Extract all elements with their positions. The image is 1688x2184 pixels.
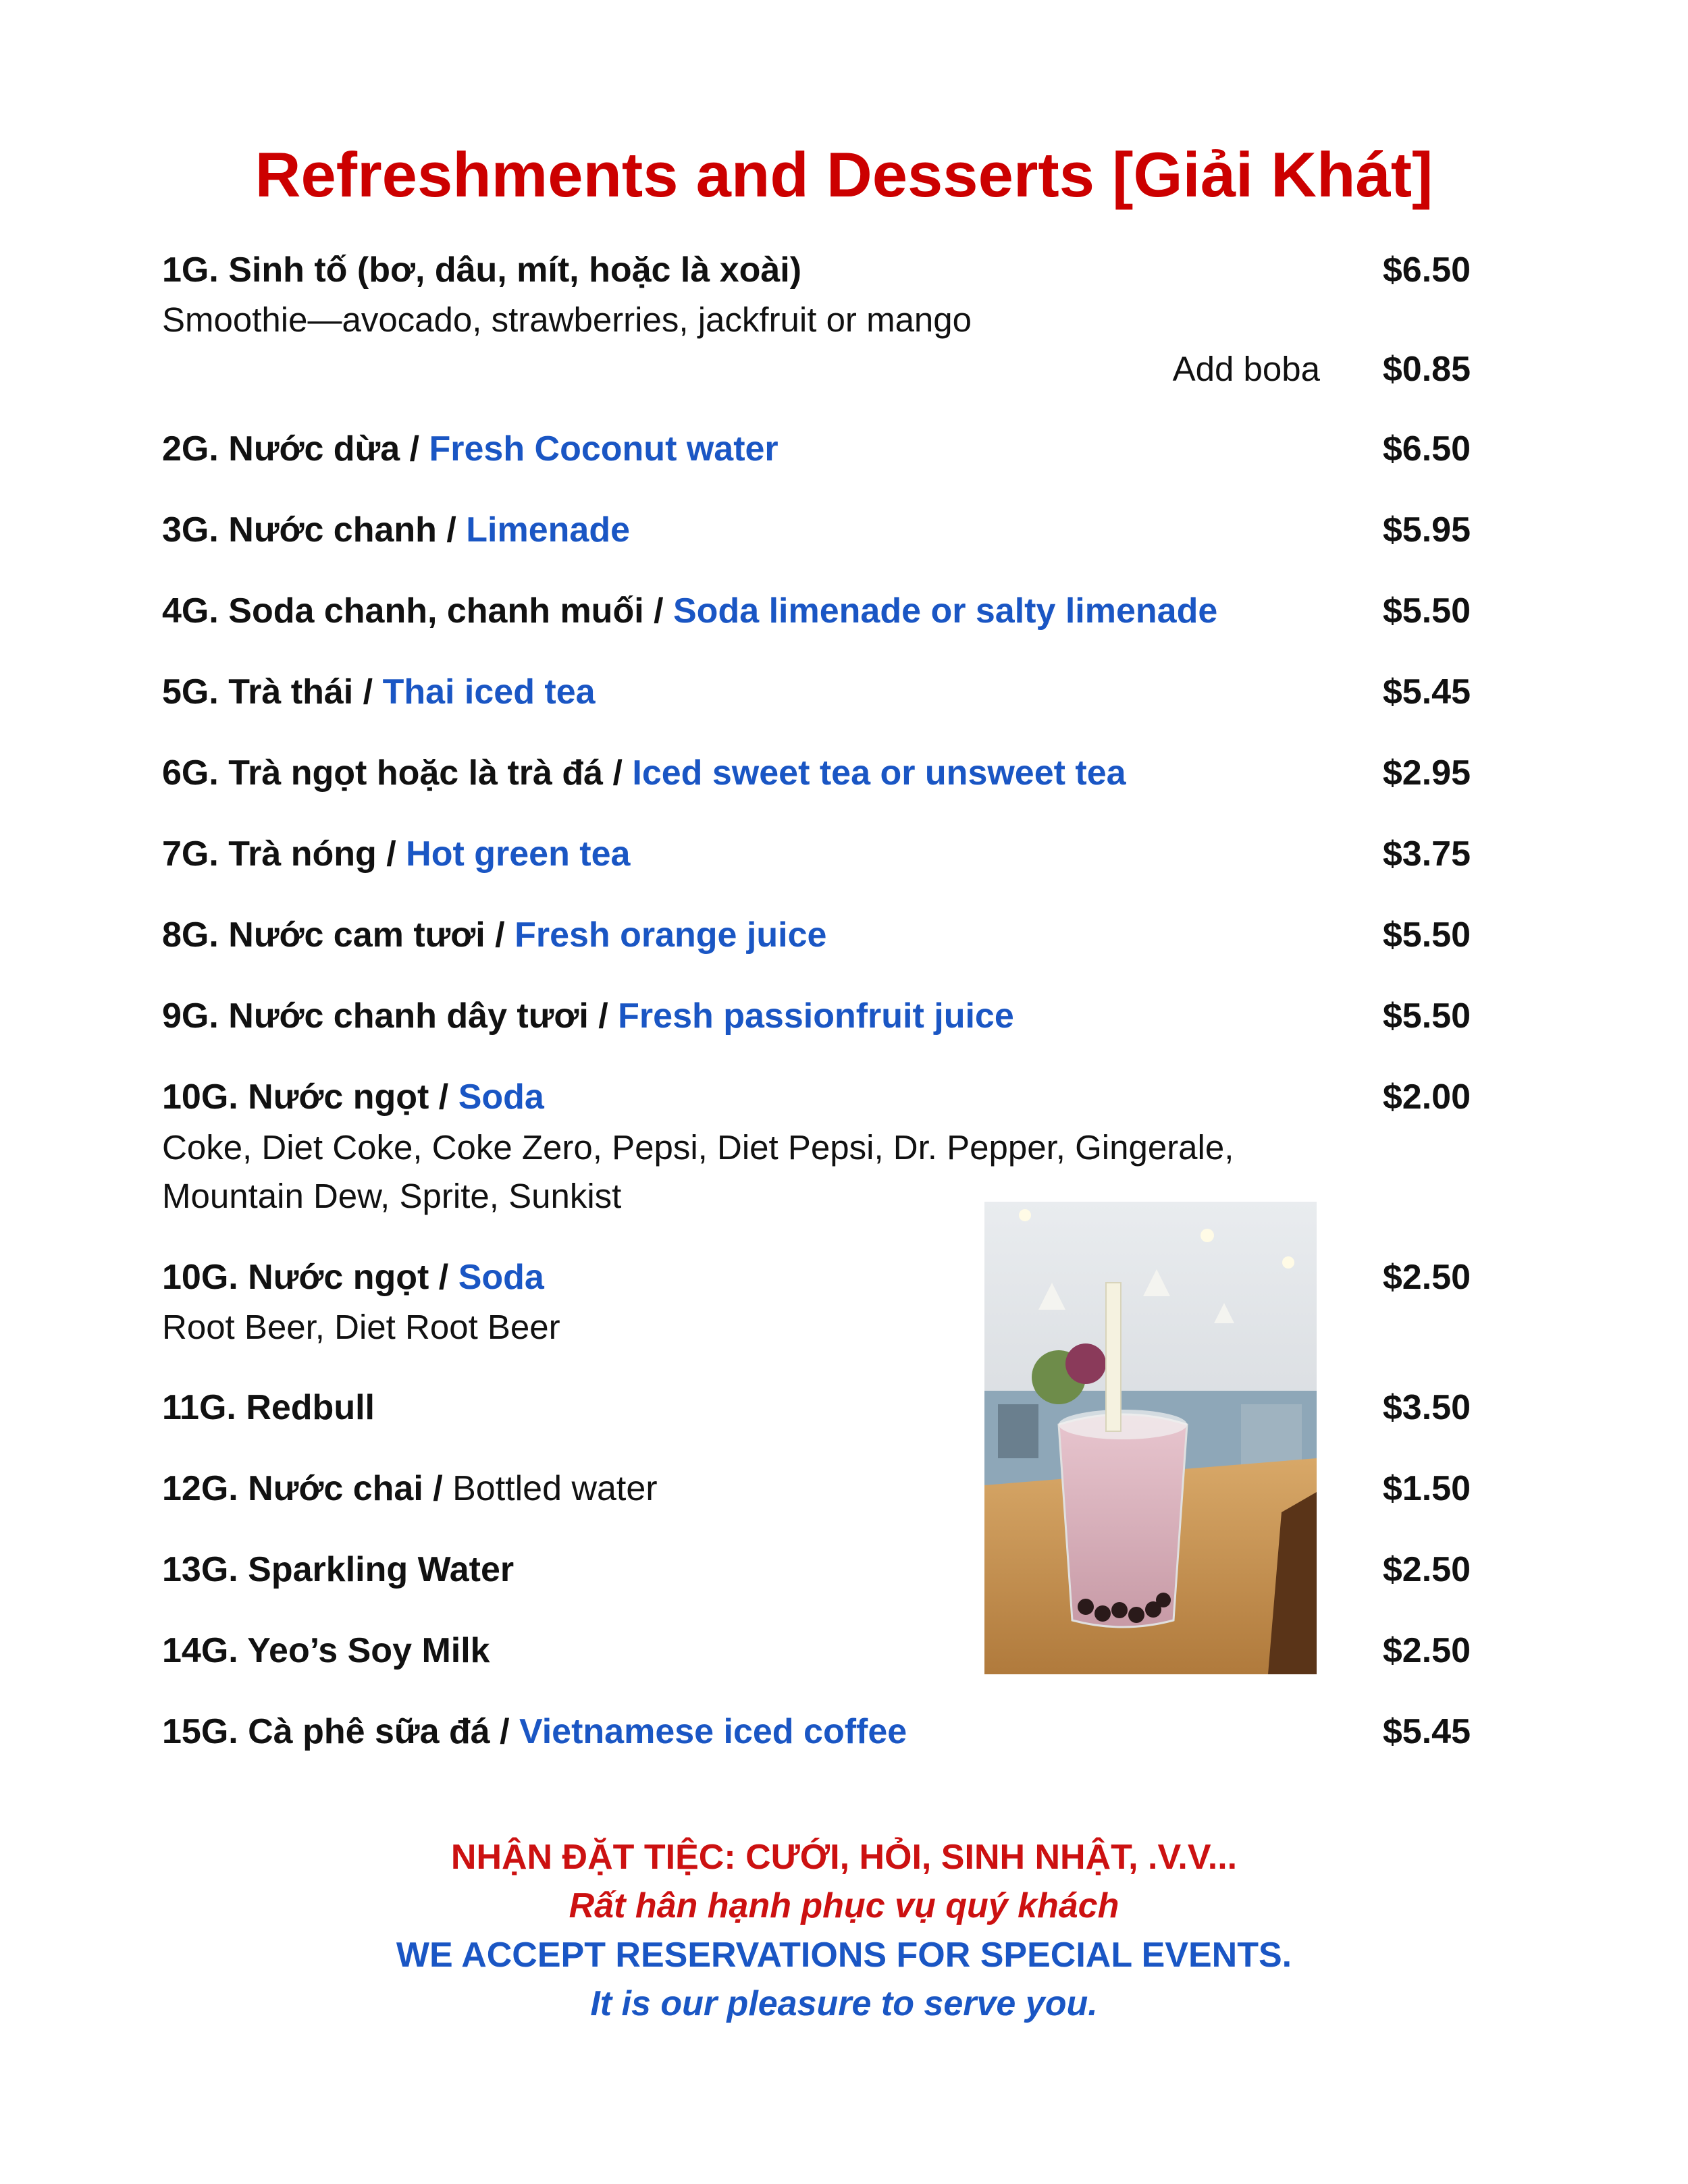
menu-item-4g [162,587,1472,635]
menu-item-5g [162,668,1472,716]
item-name-vi: 9G. Nước chanh dây tươi / [162,996,618,1036]
menu-item-9g [162,992,1472,1040]
footer-line-en-1: WE ACCEPT RESERVATIONS FOR SPECIAL EVENTS. [396,1936,1292,1975]
item-name-en: Soda limenade or salty limenade [673,591,1218,631]
item-name-vi: 7G. Trà nóng / [162,834,406,874]
item-name-en: Vietnamese iced coffee [519,1712,907,1751]
item-name-en: Bottled water [452,1469,658,1508]
item-price: $5.95 [1382,510,1471,550]
item-price: $2.50 [1382,1550,1471,1589]
item-name-vi: 12G. Nước chai / [162,1469,453,1508]
item-price: $2.50 [1382,1631,1471,1670]
item-name-vi: 15G. Cà phê sữa đá / [162,1712,519,1751]
item-price: $6.50 [1382,250,1471,290]
item-name-en: Soda [458,1258,544,1297]
item-name-vi: 14G. Yeo’s Soy Milk [162,1631,490,1670]
menu-item-15g [162,1708,1472,1755]
menu-item-7g [162,830,1472,878]
item-price: $5.45 [1382,672,1471,712]
item-name-en: Fresh Coconut water [429,429,779,469]
item-price: $3.75 [1382,834,1471,874]
menu-item-10g-soda [162,1073,1472,1121]
menu-item-2g [162,425,1472,473]
item-name-vi: 4G. Soda chanh, chanh muối / [162,591,673,631]
addon-label: Add boba [1172,350,1320,388]
footer-line-vi-2: Rất hân hạnh phục vụ quý khách [569,1886,1119,1925]
item-name-vi: 10G. Nước ngọt / [162,1077,458,1117]
item-price: $5.50 [1382,591,1471,631]
item-name-vi: 13G. Sparkling Water [162,1550,515,1589]
item-name-en: Hot green tea [406,834,631,874]
menu-title: Refreshments and Desserts [Giải Khát] [255,139,1433,210]
addon-price: $0.85 [1382,350,1471,389]
boba-drink-photo [984,1202,1317,1674]
menu-item-8g [162,911,1472,959]
item-description: Coke, Diet Coke, Coke Zero, Pepsi, Diet Pepsi, Dr. Pepper, Gingerale, [162,1128,1234,1167]
menu-item-1g [162,246,1472,294]
item-price: $3.50 [1382,1388,1471,1427]
item-name-en: Soda [458,1077,544,1117]
item-price: $6.50 [1382,429,1471,469]
item-description: Root Beer, Diet Root Beer [162,1308,560,1346]
footer-line-vi-1: NHẬN ĐẶT TIỆC: CƯỚI, HỎI, SINH NHẬT, .V.V... [450,1838,1238,1877]
item-price: $5.50 [1382,996,1471,1036]
item-name-vi: 3G. Nước chanh / [162,510,467,550]
item-name-en: Thai iced tea [382,672,596,712]
item-name-en: Fresh passionfruit juice [618,996,1014,1036]
item-price: $1.50 [1382,1469,1471,1508]
item-name-vi: 11G. Redbull [162,1388,375,1427]
item-name-vi: 1G. Sinh tố (bơ, dâu, mít, hoặc là xoài) [162,250,802,290]
item-name-vi: 10G. Nước ngọt / [162,1258,458,1297]
item-price: $2.50 [1382,1258,1471,1297]
item-description: Mountain Dew, Sprite, Sunkist [162,1177,622,1215]
item-price: $5.50 [1382,915,1471,955]
item-name-en: Fresh orange juice [515,915,827,955]
item-name-en: Limenade [466,510,631,550]
item-price: $5.45 [1382,1712,1471,1751]
item-price: $2.95 [1382,753,1471,793]
menu-item-3g [162,506,1472,554]
item-description: Smoothie—avocado, strawberries, jackfruit or mango [162,300,972,339]
item-name-vi: 8G. Nước cam tươi / [162,915,515,955]
menu-item-6g [162,749,1472,797]
footer-line-en-2: It is our pleasure to serve you. [590,1984,1098,2023]
item-name-vi: 5G. Trà thái / [162,672,383,712]
item-name-vi: 6G. Trà ngọt hoặc là trà đá / [162,753,633,793]
item-name-en: Iced sweet tea or unsweet tea [632,753,1126,793]
item-price: $2.00 [1382,1077,1471,1117]
item-name-vi: 2G. Nước dừa / [162,429,429,469]
